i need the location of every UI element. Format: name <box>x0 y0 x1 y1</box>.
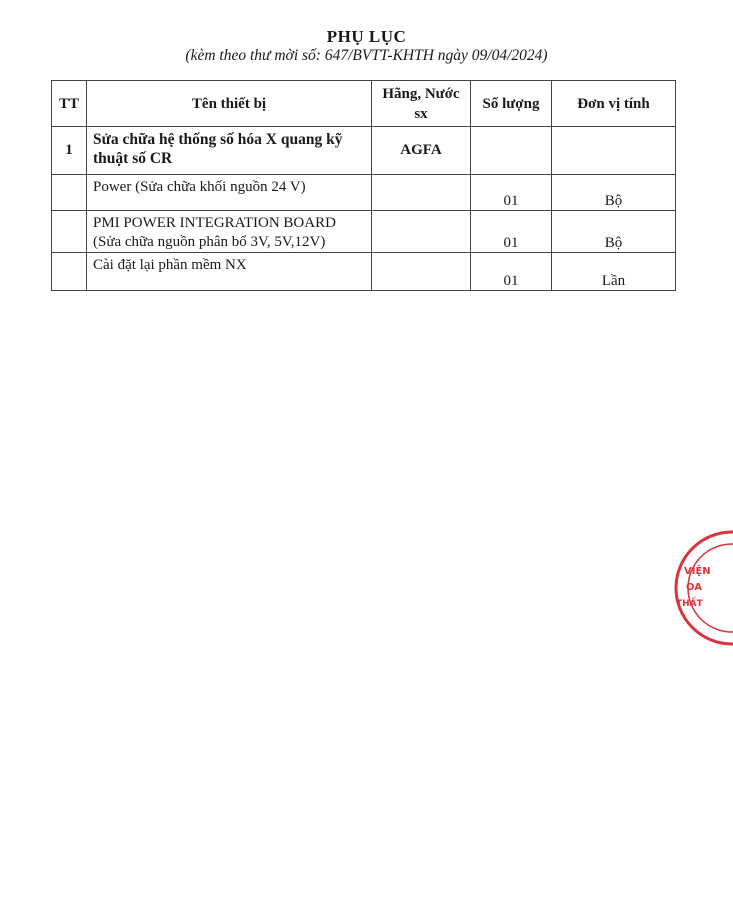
cell-name-line1: PMI POWER INTEGRATION BOARD <box>93 215 336 231</box>
document-title: PHỤ LỤC <box>326 27 407 46</box>
stamp-text-3: THẤT <box>676 599 703 609</box>
table-row <box>52 211 676 253</box>
stamp-text-2: OA <box>686 582 702 593</box>
cell-maker <box>372 175 471 211</box>
cell-unit: Bộ <box>552 175 676 211</box>
cell-unit: Lần <box>552 253 676 291</box>
cell-tt <box>52 253 87 291</box>
cell-unit: Bộ <box>552 211 676 253</box>
cell-qty: 01 <box>471 253 552 291</box>
cell-qty <box>471 127 552 175</box>
header-name: Tên thiết bị <box>87 81 372 127</box>
equipment-table <box>51 80 676 291</box>
cell-unit <box>552 127 676 175</box>
cell-maker: AGFA <box>372 127 471 175</box>
cell-qty: 01 <box>471 211 552 253</box>
header-maker: Hãng, Nước sx <box>372 81 471 127</box>
table-row <box>52 175 676 211</box>
cell-name <box>87 211 372 253</box>
cell-qty: 01 <box>471 175 552 211</box>
cell-maker <box>372 211 471 253</box>
table-header-row <box>52 81 676 127</box>
stamp-text-1: VIỆN <box>684 566 711 577</box>
cell-tt <box>52 175 87 211</box>
document-subtitle: (kèm theo thư mời số: 647/BVTT-KHTH ngày 09/04/2024) <box>185 47 548 64</box>
red-seal-stamp <box>672 528 733 648</box>
table-row <box>52 253 676 291</box>
cell-name-line2: (Sửa chữa nguồn phân bổ 3V, 5V,12V) <box>93 234 326 250</box>
header-unit: Đơn vị tính <box>552 81 676 127</box>
cell-name: Power (Sửa chữa khối nguồn 24 V) <box>87 175 372 211</box>
cell-tt <box>52 211 87 253</box>
table-row <box>52 127 676 175</box>
cell-name: Cài đặt lại phần mềm NX <box>87 253 372 291</box>
header-qty: Số lượng <box>471 81 552 127</box>
cell-name: Sửa chữa hệ thống số hóa X quang kỹ thuật số CR <box>87 127 372 175</box>
cell-tt: 1 <box>52 127 87 175</box>
header-tt: TT <box>52 81 87 127</box>
cell-maker <box>372 253 471 291</box>
